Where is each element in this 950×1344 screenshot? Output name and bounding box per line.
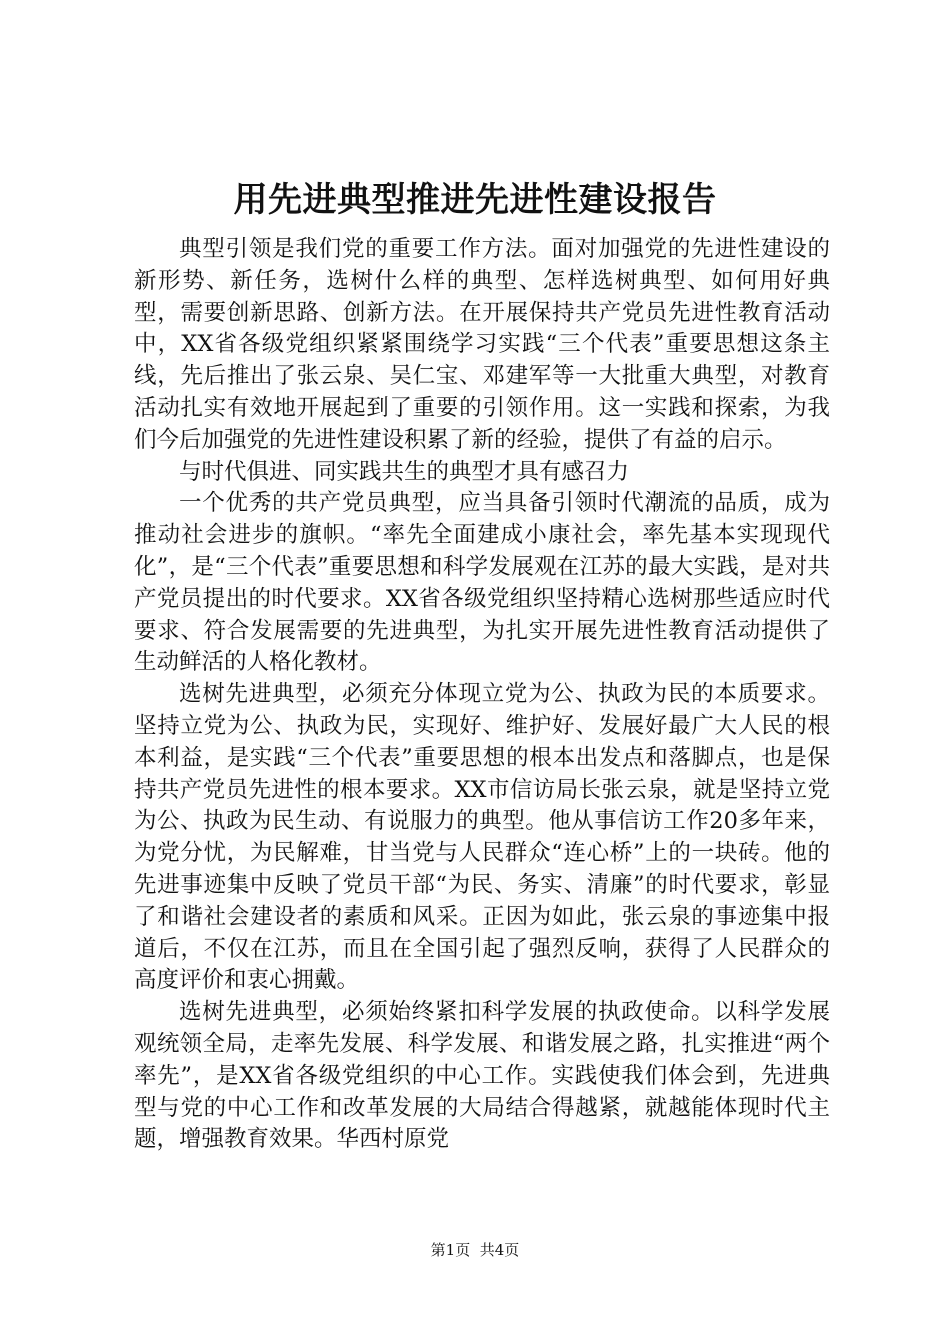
paragraph-intro: 典型引领是我们党的重要工作方法。面对加强党的先进性建设的新形势、新任务，选树什么样的典型、怎样选树典型、如何用好典型，需要创新思路、创新方法。在开展保持共产党员先进性教育活动中，XX省各级党组织紧紧围绕学习实践“三个代表”重要思想这条主线，先后推出了张云泉、吴仁宝、邓建军等一大批重大典型，对教育活动扎实有效地开展起到了重要的引领作用。这一实践和探索，为我们今后加强党的先进性建设积累了新的经验，提供了有益的启示。 [134,236,830,453]
paragraph-era: 一个优秀的共产党员典型，应当具备引领时代潮流的品质，成为推动社会进步的旗帜。“率先全面建成小康社会，率先基本实现现代化”，是“三个代表”重要思想和科学发展观在江苏的最大实践，是对共产党员提出的时代要求。XX省各级党组织坚持精心选树那些适应时代要求、符合发展需要的先进典型，为扎实开展先进性教育活动提供了生动鲜活的人格化教材。 [134,490,830,676]
page-total: 共4页 [479,1241,520,1259]
page-footer [0,1241,950,1259]
paragraph-zhang-yunquan: 选树先进典型，必须充分体现立党为公、执政为民的本质要求。坚持立党为公、执政为民，实现好、维护好、发展好最广大人民的根本利益，是实践“三个代表”重要思想的根本出发点和落脚点，也是保持共产党员先进性的根本要求。XX市信访局长张云泉，就是坚持立党为公、执政为民生动、有说服力的典型。他从事信访工作20多年来，为党分忧，为民解难，甘当党与人民群众“连心桥”上的一块砖。他的先进事迹集中反映了党员干部“为民、务实、清廉”的时代要求，彰显了和谐社会建设者的素质和风采。正因为如此，张云泉的事迹集中报道后，不仅在江苏，而且在全国引起了强烈反响，获得了人民群众的高度评价和衷心拥戴。 [134,681,830,994]
document-body [134,234,830,1156]
page-number: 第1页 [430,1241,471,1259]
document-title: 用先进典型推进先进性建设报告 [233,180,717,220]
paragraph-scientific-development: 选树先进典型，必须始终紧扣科学发展的执政使命。以科学发展观统领全局，走率先发展、科学发展、和谐发展之路，扎实推进“两个率先”，是XX省各级党组织的中心工作。实践使我们体会到，先进典型与党的中心工作和改革发展的大局结合得越紧，就越能体现时代主题，增强教育效果。华西村原党 [134,999,830,1153]
paragraph-section-heading: 与时代俱进、同实践共生的典型才具有感召力 [179,458,630,485]
footer-spacer [470,1241,480,1259]
